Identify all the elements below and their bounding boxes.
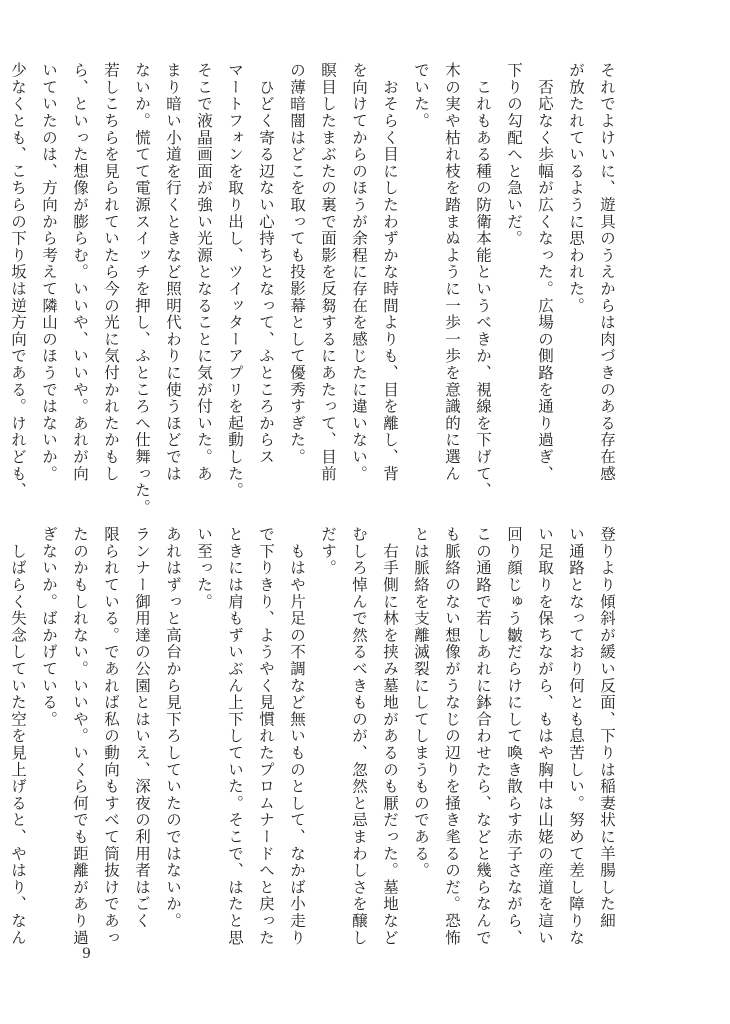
lower-text-block [9, 526, 622, 974]
text-column: まり暗い小道を行くときなど照明代わりに使うほどでは [164, 62, 182, 482]
text-column: も脈絡のない想像がうなじの辺りを掻き毟るのだ。恐怖 [443, 526, 461, 946]
upper-text-block [9, 62, 622, 516]
text-column: おそらく目にしたわずかな時間よりも、目を離し、背 [381, 62, 399, 482]
text-column: 限られている。であれば私の動向もすべて筒抜けであっ [102, 526, 120, 946]
text-column: あれはずっと高台から見下ろしていたのではないか。 [164, 526, 182, 930]
text-column: い足取りを保ちながら、もはや胸中は山姥の産道を這い [536, 526, 554, 946]
text-column: しばらく失念していた空を見上げると、やはり、なん [9, 526, 27, 946]
text-column: 木の実や枯れ枝を踏まぬように一歩一歩を意識的に選ん [443, 62, 461, 482]
page-number: 9 [82, 946, 91, 962]
text-column: 瞑目したまぶたの裏で面影を反芻するにあたって、目前 [319, 62, 337, 482]
text-column: むしろ悼んで然るべきものが、忽然と忌まわしさを醸し [350, 526, 368, 946]
text-column: もはや片足の不調など無いものとして、なかば小走り [288, 526, 306, 946]
text-column: い至った。 [195, 526, 213, 610]
text-column: ひどく寄る辺ない心持ちとなって、ふところからス [257, 62, 275, 466]
text-column: で下りきり、ようやく見慣れたプロムナードへと戻った [257, 526, 275, 946]
text-column: そこで液晶画面が強い光源となることに気が付いた。あ [195, 62, 213, 482]
text-column: の薄暗闇はどこを取っても投影幕として優秀すぎた。 [288, 62, 306, 466]
text-column: 下りの勾配へと急いだ。 [505, 62, 523, 247]
text-column: でいた。 [412, 62, 430, 130]
text-column: これもある種の防衛本能というべきか、視線を下げて、 [474, 62, 492, 499]
text-column: 若しこちらを見られていたら今の光に気付かれたかもし [102, 62, 120, 482]
text-column: この通路で若しあれに鉢合わせたら、などと幾らなんで [474, 526, 492, 946]
text-column: 少なくとも、こちらの下り坂は逆方向である。けれども、 [9, 62, 27, 499]
text-column [0, 526, 2, 974]
text-column: 右手側に林を挟み墓地があるのも厭だった。墓地など [381, 526, 399, 946]
text-column: ら、といった想像が膨らむ。いいや、いいや。あれが向 [71, 62, 89, 482]
text-column: だす。 [319, 526, 337, 577]
text-column: たのかもしれない。いいや。いくら何でも距離があり過 [71, 526, 89, 946]
text-column: マートフォンを取り出し、ツイッターアプリを起動した。 [226, 62, 244, 499]
text-column: い通路となっており何とも息苦しい。努めて差し障りな [567, 526, 585, 946]
text-column: いていたのは、方向から考えて隣山のほうではないか。 [40, 62, 58, 482]
text-column: ランナー御用達の公園とはいえ、深夜の利用者はごく [133, 526, 151, 930]
text-column: 登りより傾斜が緩い反面、下りは稲妻状に羊腸した細 [598, 526, 616, 930]
text-column: ときには肩もずいぶん上下していた。そこで、はたと思 [226, 526, 244, 946]
text-column: とは脈絡を支離滅裂にしてしまうものである。 [412, 526, 430, 879]
text-column: が放たれているように思われた。 [567, 62, 585, 314]
text-column: ぎないか。ばかげている。 [40, 526, 58, 728]
text-column: 否応なく歩幅が広くなった。広場の側路を通り過ぎ、 [536, 62, 554, 482]
text-column: それでよけいに、遊具のうえからは肉づきのある存在感 [598, 62, 616, 482]
text-column: を向けてからのほうが余程に存在を感じたに違いない。 [350, 62, 368, 482]
text-column: ないか。慌てて電源スイッチを押し、ふところへ仕舞った。 [133, 62, 151, 516]
text-column: 回り顔じゅう皺だらけにして喚き散らす赤子さながら、 [505, 526, 523, 946]
